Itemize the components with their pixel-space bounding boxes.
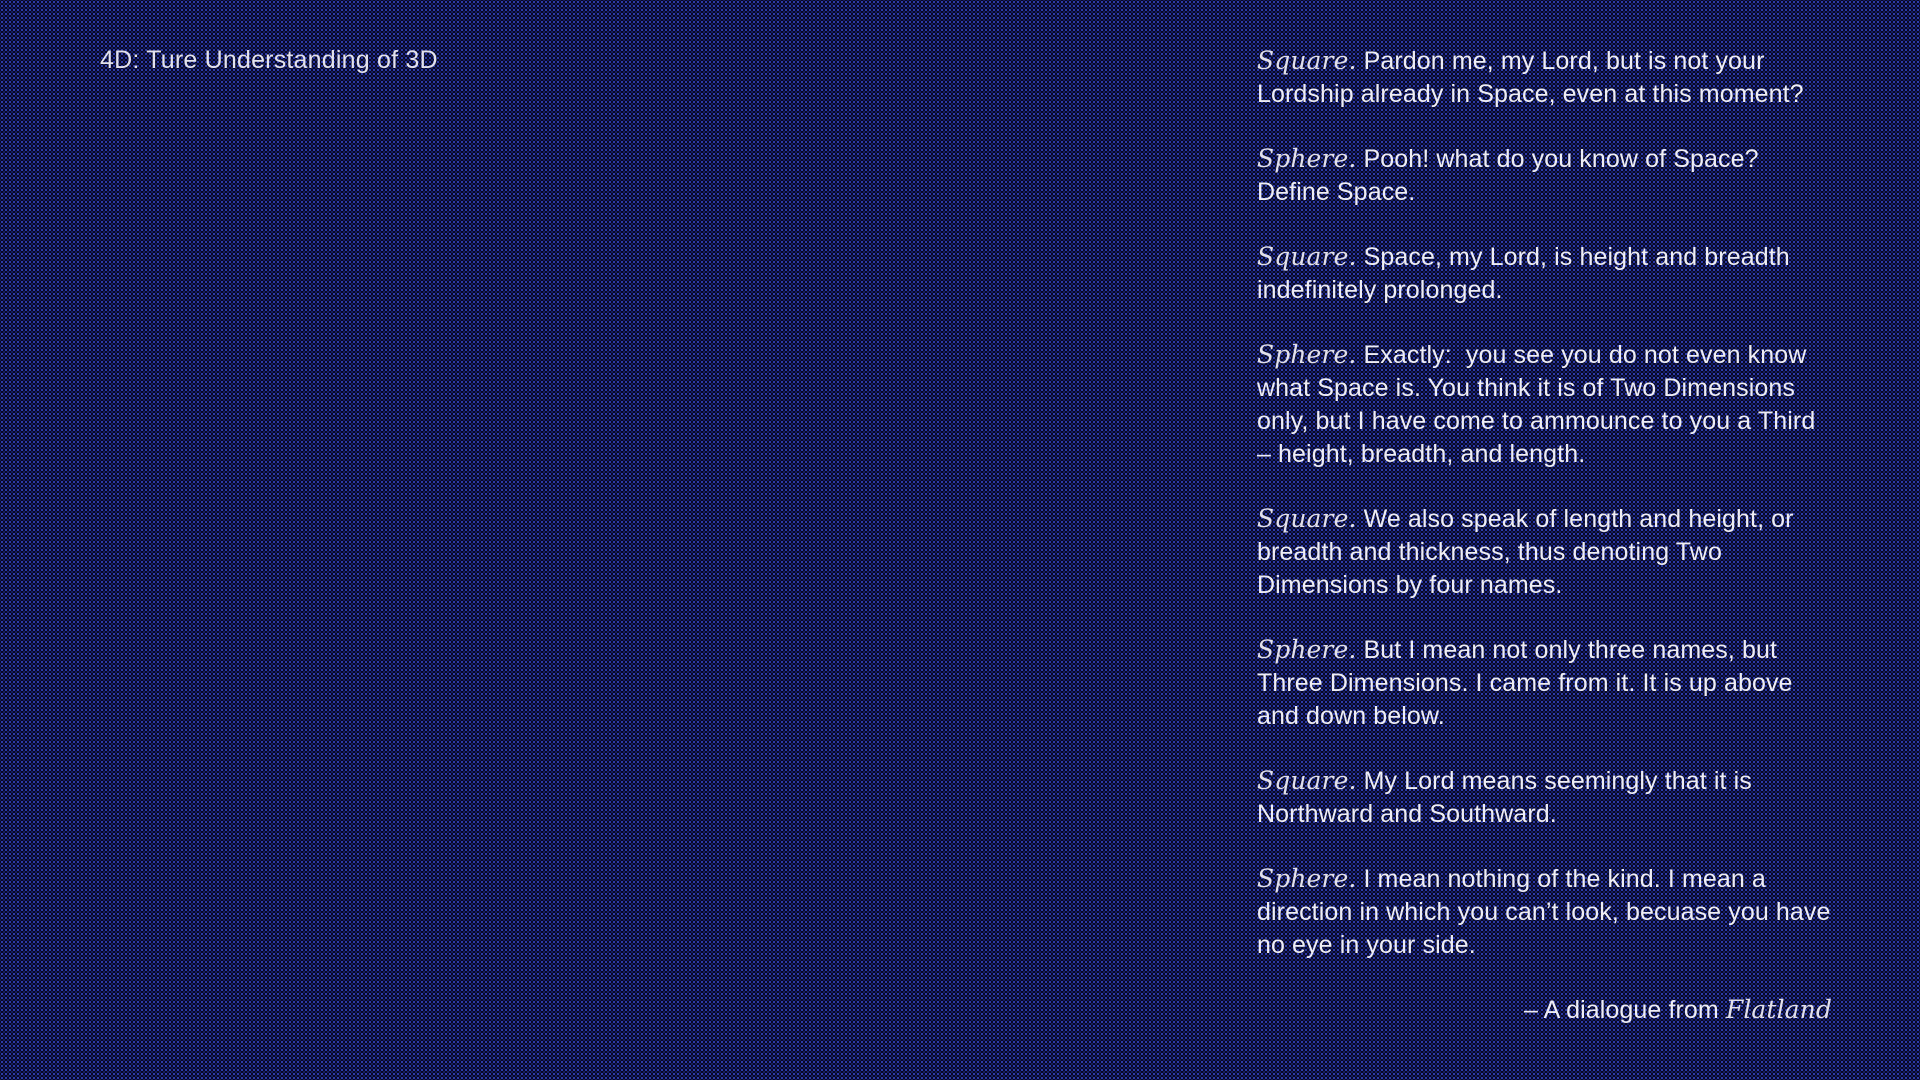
dialogue-paragraph <box>1257 633 1832 733</box>
speaker-name: Square. <box>1257 46 1357 75</box>
speaker-name: Sphere. <box>1257 635 1357 664</box>
dialogue-paragraphs <box>1257 44 1832 962</box>
dialogue-text: My Lord means seemingly that it is Northward and Southward. <box>1257 767 1752 828</box>
attribution-prefix: – A dialogue from <box>1523 996 1726 1024</box>
dialogue-text: Pardon me, my Lord, but is not your Lordship already in Space, even at this moment? <box>1257 47 1804 108</box>
dialogue-column <box>1257 44 1832 1027</box>
speaker-name: Sphere. <box>1257 340 1357 369</box>
speaker-name: Square. <box>1257 766 1357 795</box>
dialogue-paragraph <box>1257 764 1832 831</box>
dialogue-paragraph <box>1257 240 1832 307</box>
speaker-name: Square. <box>1257 504 1357 533</box>
dialogue-text: Space, my Lord, is height and breadth indefinitely prolonged. <box>1257 243 1790 304</box>
attribution <box>1257 993 1832 1027</box>
dialogue-paragraph <box>1257 862 1832 962</box>
speaker-name: Square. <box>1257 242 1357 271</box>
dialogue-text: Pooh! what do you know of Space? Define Space. <box>1257 145 1759 206</box>
attribution-source: Flatland <box>1725 995 1832 1024</box>
dialogue-text: I mean nothing of the kind. I mean a direction in which you can’t look, becuase you have no eye in your side. <box>1257 865 1831 959</box>
speaker-name: Sphere. <box>1257 864 1357 893</box>
dialogue-paragraph <box>1257 502 1832 602</box>
dialogue-text: Exactly: you see you do not even know what Space is. You think it is of Two Dimensions only, but I have come to ammounce to you a Third – height, breadth, and length. <box>1257 341 1816 468</box>
dialogue-paragraph <box>1257 44 1832 111</box>
dialogue-paragraph <box>1257 142 1832 209</box>
dialogue-text: We also speak of length and height, or breadth and thickness, thus denoting Two Dimensions by four names. <box>1257 505 1794 599</box>
dialogue-text: But I mean not only three names, but Three Dimensions. I came from it. It is up above and down below. <box>1257 636 1793 730</box>
speaker-name: Sphere. <box>1257 144 1357 173</box>
slide-title: 4D: Ture Understanding of 3D <box>100 46 438 74</box>
dialogue-paragraph <box>1257 338 1832 471</box>
